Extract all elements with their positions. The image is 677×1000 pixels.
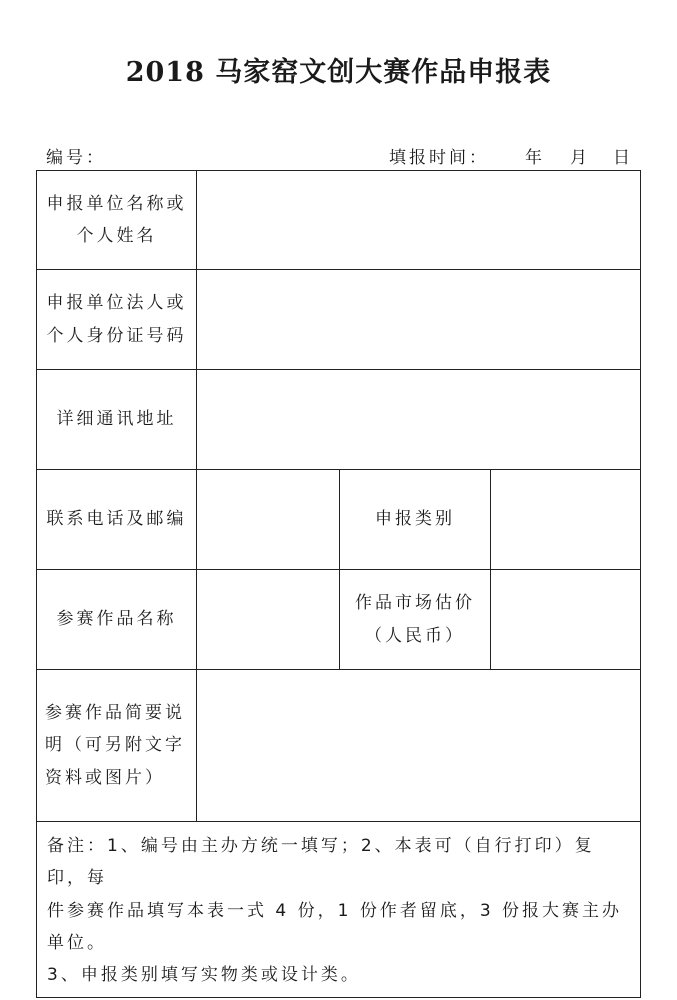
note-line-1: 备注：1、编号由主办方统一填写；2、本表可（自行打印）复印，每 bbox=[47, 836, 595, 889]
month-label: 月 bbox=[570, 148, 587, 168]
market-price-label: 作品市场估价 （人民币） bbox=[340, 570, 491, 670]
market-price-field[interactable] bbox=[491, 570, 641, 670]
row-legal-id bbox=[37, 270, 641, 370]
legal-id-field[interactable] bbox=[197, 270, 641, 370]
day-label: 日 bbox=[613, 148, 630, 168]
phone-zip-field[interactable] bbox=[197, 470, 340, 570]
address-field[interactable] bbox=[197, 370, 641, 470]
row-applicant-name bbox=[37, 171, 641, 270]
description-field[interactable] bbox=[197, 670, 641, 822]
note-line-2: 件参赛作品填写本表一式 4 份，1 份作者留底，3 份报大赛主办单位。 bbox=[47, 900, 623, 953]
row-notes bbox=[37, 822, 641, 998]
row-work-price bbox=[37, 570, 641, 670]
legal-id-label: 申报单位法人或 个人身份证号码 bbox=[37, 270, 197, 370]
form-title: 2018 马家窑文创大赛作品申报表 bbox=[125, 57, 552, 88]
phone-zip-label: 联系电话及邮编 bbox=[37, 470, 197, 570]
form-meta-row bbox=[46, 143, 630, 167]
row-address bbox=[37, 370, 641, 470]
applicant-name-field[interactable] bbox=[197, 171, 641, 270]
row-phone-category bbox=[37, 470, 641, 570]
description-label: 参赛作品简要说 明（可另附文字 资料或图片） bbox=[37, 670, 197, 822]
category-label: 申报类别 bbox=[340, 470, 491, 570]
applicant-name-label: 申报单位名称或 个人姓名 bbox=[37, 171, 197, 270]
fill-time-group bbox=[389, 143, 630, 168]
work-name-field[interactable] bbox=[197, 570, 340, 670]
row-description bbox=[37, 670, 641, 822]
notes-cell bbox=[37, 822, 641, 998]
fill-time-label: 填报时间： bbox=[389, 148, 489, 168]
note-line-3: 3、申报类别填写实物类或设计类。 bbox=[47, 965, 361, 986]
address-label: 详细通讯地址 bbox=[37, 370, 197, 470]
category-field[interactable] bbox=[491, 470, 641, 570]
year-label: 年 bbox=[525, 148, 542, 168]
application-form-table bbox=[36, 170, 641, 998]
serial-number-label: 编号： bbox=[46, 148, 106, 168]
work-name-label: 参赛作品名称 bbox=[37, 570, 197, 670]
